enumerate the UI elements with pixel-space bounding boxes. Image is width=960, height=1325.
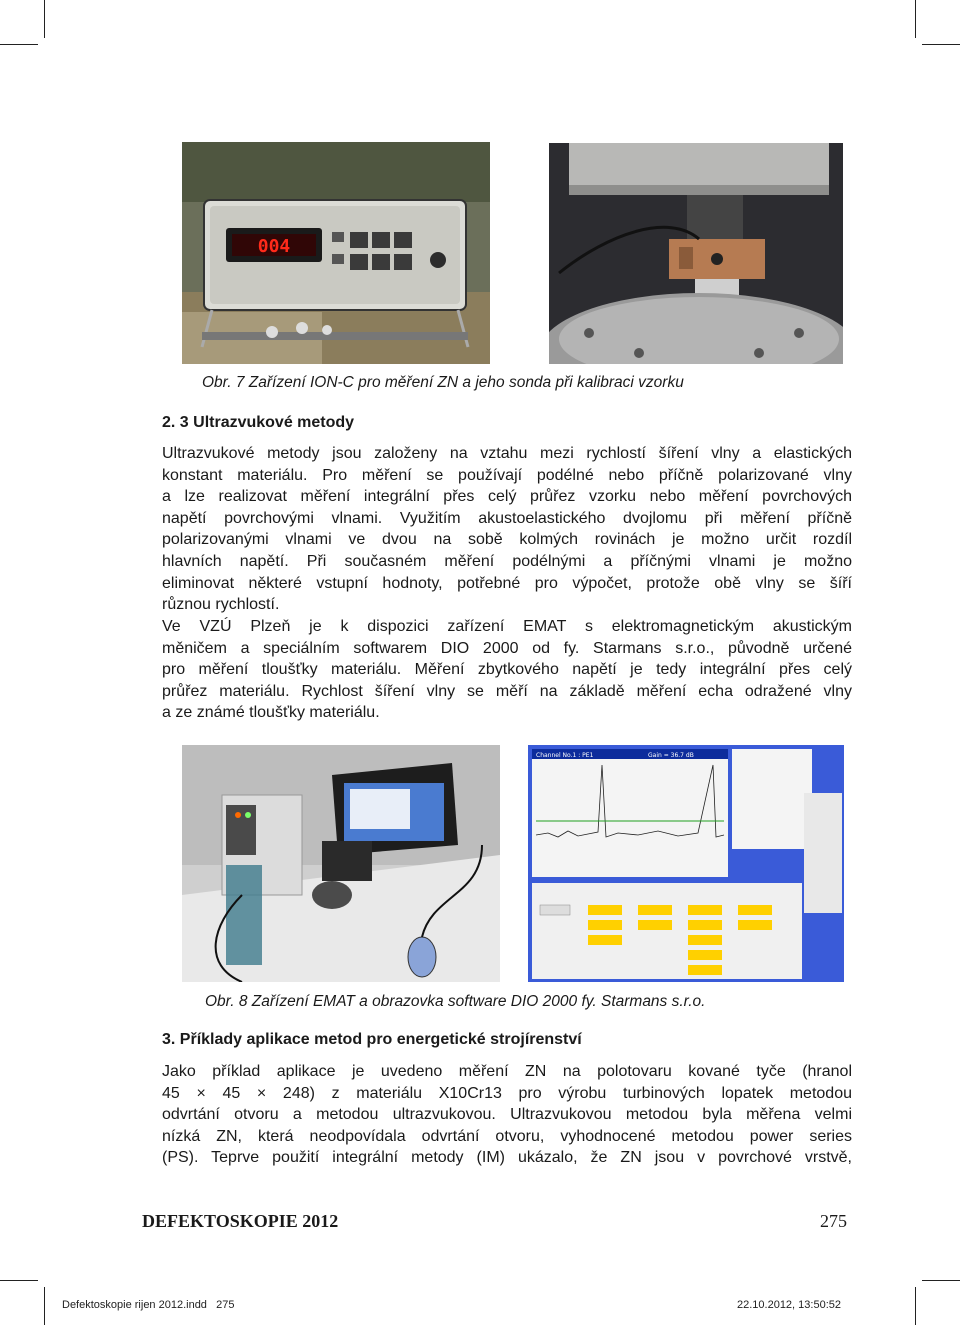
text-line: eliminovat některé vstupní hodnoty, potřebné pro výpočet, protože obě vlny se šíří	[162, 574, 852, 592]
page-number: 275	[820, 1211, 847, 1231]
ion-c-device-photo	[182, 142, 490, 364]
section-3-heading: 3. Příklady aplikace metod pro energetické strojírenství	[162, 1031, 582, 1048]
text-line: a ze známé tloušťky materiálu.	[162, 704, 380, 722]
crop-mark	[0, 1280, 38, 1281]
probe-calibration-photo	[549, 143, 843, 364]
journal-title: DEFEKTOSKOPIE 2012	[142, 1211, 339, 1231]
text-line: Jako příklad aplikace je uvedeno měření ZN na polotovaru kované tyče (hranol	[162, 1063, 852, 1080]
crop-mark	[915, 0, 916, 38]
crop-mark	[922, 1280, 960, 1281]
crop-mark	[0, 44, 38, 45]
slug-timestamp: 22.10.2012, 13:50:52	[737, 1299, 841, 1311]
crop-mark	[44, 1287, 45, 1325]
text-line: konstant materiálu. Pro měření se používají podélné nebo příčně polarizované vlny	[162, 466, 852, 484]
text-line: Ve VZÚ Plzeň je k dispozici zařízení EMAT s elektromagnetickým akustickým	[162, 618, 852, 635]
text-line: odvrtání otvoru a metodou ultrazvukovou. Ultrazvukovou metodou byla měřena velmi	[162, 1106, 852, 1124]
figure8-caption: Obr. 8 Zařízení EMAT a obrazovka software DIO 2000 fy. Starmans s.r.o.	[205, 993, 706, 1010]
text-line: pro měření tloušťky materiálu. Měření zbytkového napětí je tedy integrální přes celý	[162, 661, 852, 679]
text-line: (PS). Teprve použití integrální metody (IM) ukázalo, že ZN jsou v povrchové vrstvě,	[162, 1149, 852, 1167]
crop-mark	[915, 1287, 916, 1325]
crop-mark	[922, 44, 960, 45]
emat-device-photo	[182, 745, 500, 982]
text-line: polarizovanými vlnami ve dvou na sobě kolmých rovinách je možno určit rozdíl	[162, 531, 852, 549]
dio2000-screenshot	[528, 745, 844, 982]
text-line: nízká ZN, která neodpovídala odvrtání otvoru, vyhodnocené metodou power series	[162, 1127, 852, 1145]
text-line: Ultrazvukové metody jsou založeny na vztahu mezi rychlostí šíření vlny a elastických	[162, 445, 852, 462]
section-2-3-paragraph1	[162, 443, 852, 616]
text-line: hlavních napětí. Při současném měření podélnými a příčnými vlnami je možno	[162, 552, 852, 570]
text-line: 45 × 45 × 248) z materiálu X10Cr13 pro výrobu turbinových lopatek metodou	[162, 1084, 852, 1102]
text-line: měničem a speciálním softwarem DIO 2000 od fy. Starmans s.r.o., původně určené	[162, 639, 852, 657]
text-line: a lze realizovat měření integrální přes celý průřez vzorku nebo měření povrchových	[162, 488, 852, 506]
gain-label: Gain = 36.7 dB	[648, 752, 694, 759]
figure7-caption: Obr. 7 Zařízení ION-C pro měření ZN a jeho sonda při kalibraci vzorku	[202, 374, 684, 391]
section-2-3-heading: 2. 3 Ultrazvukové metody	[162, 414, 355, 431]
channel-label: Channel No.1 : PE1	[536, 752, 594, 759]
text-line: různou rychlostí.	[162, 596, 280, 614]
section-2-3-paragraph2	[162, 616, 852, 724]
slug-filename: Defektoskopie rijen 2012.indd 275	[62, 1299, 235, 1311]
text-line: průřez materiálu. Rychlost šíření vlny se měří na základě měření echa odražené vlny	[162, 682, 852, 700]
led-reading: 004	[257, 236, 291, 257]
text-line: napětí povrchovými vlnami. Využitím akustoelastického dvojlomu při měření příčně	[162, 509, 852, 527]
crop-mark	[44, 0, 45, 38]
section-3-paragraph	[162, 1061, 852, 1169]
